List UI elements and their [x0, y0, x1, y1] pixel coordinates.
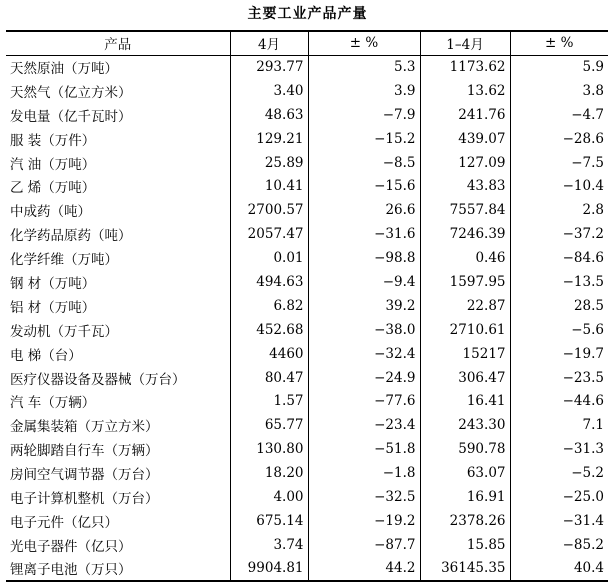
jan-apr-change-cell: −5.6: [510, 318, 608, 342]
april-value-cell: 48.63: [230, 103, 308, 127]
column-header-jan-apr-change: ± %: [510, 31, 608, 55]
jan-apr-change-cell: −13.5: [510, 270, 608, 294]
april-value-cell: 494.63: [230, 270, 308, 294]
jan-apr-value-cell: 0.46: [420, 246, 510, 270]
april-change-cell: −32.5: [308, 485, 420, 509]
table-row: [6, 557, 608, 581]
table-row: [6, 437, 608, 461]
april-change-cell: 39.2: [308, 294, 420, 318]
april-value-cell: 10.41: [230, 174, 308, 198]
jan-apr-value-cell: 1597.95: [420, 270, 510, 294]
jan-apr-change-cell: −37.2: [510, 222, 608, 246]
jan-apr-change-cell: −5.2: [510, 461, 608, 485]
jan-apr-value-cell: 7557.84: [420, 198, 510, 222]
april-change-cell: −19.2: [308, 509, 420, 533]
product-name-cell: 化学纤维（万吨）: [10, 252, 118, 269]
jan-apr-change-cell: 40.4: [510, 557, 608, 581]
april-change-cell: −7.9: [308, 103, 420, 127]
product-name-cell: 房间空气调节器（万台）: [10, 467, 159, 484]
april-value-cell: 18.20: [230, 461, 308, 485]
april-change-cell: −38.0: [308, 318, 420, 342]
april-change-cell: −23.4: [308, 413, 420, 437]
april-change-cell: −98.8: [308, 246, 420, 270]
table-body: [6, 55, 608, 581]
table-row: [6, 174, 608, 198]
table-row: [6, 222, 608, 246]
jan-apr-value-cell: 36145.35: [420, 557, 510, 581]
jan-apr-value-cell: 7246.39: [420, 222, 510, 246]
april-value-cell: 80.47: [230, 366, 308, 390]
product-name-cell: 金属集装箱（万立方米）: [10, 419, 159, 436]
jan-apr-change-cell: −23.5: [510, 366, 608, 390]
april-value-cell: 293.77: [230, 55, 308, 79]
jan-apr-value-cell: 127.09: [420, 151, 510, 175]
april-change-cell: −1.8: [308, 461, 420, 485]
april-value-cell: 4.00: [230, 485, 308, 509]
april-value-cell: 130.80: [230, 437, 308, 461]
table-row: [6, 151, 608, 175]
table-row: [6, 79, 608, 103]
jan-apr-value-cell: 2710.61: [420, 318, 510, 342]
jan-apr-value-cell: 241.76: [420, 103, 510, 127]
jan-apr-value-cell: 1173.62: [420, 55, 510, 79]
column-header-april-change: ± %: [308, 31, 420, 55]
jan-apr-value-cell: 43.83: [420, 174, 510, 198]
april-change-cell: 26.6: [308, 198, 420, 222]
jan-apr-change-cell: 2.8: [510, 198, 608, 222]
product-name-cell: 服 装（万件）: [10, 132, 96, 149]
product-name-cell: 电 梯（台）: [10, 347, 82, 364]
jan-apr-value-cell: 439.07: [420, 127, 510, 151]
jan-apr-value-cell: 16.41: [420, 389, 510, 413]
product-name-cell: 钢 材（万吨）: [10, 275, 96, 292]
table-row: [6, 485, 608, 509]
table-row: [6, 342, 608, 366]
april-value-cell: 6.82: [230, 294, 308, 318]
april-change-cell: 44.2: [308, 557, 420, 581]
april-change-cell: 5.3: [308, 55, 420, 79]
jan-apr-change-cell: −31.4: [510, 509, 608, 533]
jan-apr-change-cell: −28.6: [510, 127, 608, 151]
table-row: [6, 270, 608, 294]
jan-apr-value-cell: 243.30: [420, 413, 510, 437]
product-name-cell: 化学药品原药（吨）: [10, 228, 132, 245]
april-value-cell: 129.21: [230, 127, 308, 151]
april-value-cell: 2700.57: [230, 198, 308, 222]
table-row: [6, 509, 608, 533]
april-change-cell: −51.8: [308, 437, 420, 461]
header-row: [6, 31, 608, 55]
april-value-cell: 0.01: [230, 246, 308, 270]
industrial-output-table: [6, 30, 608, 582]
april-change-cell: −24.9: [308, 366, 420, 390]
product-name-cell: 乙 烯（万吨）: [10, 180, 96, 197]
jan-apr-value-cell: 13.62: [420, 79, 510, 103]
table-row: [6, 461, 608, 485]
table-row: [6, 198, 608, 222]
table-title: 主要工业产品产量: [247, 6, 368, 22]
product-name-cell: 医疗仪器设备及器械（万台）: [10, 371, 186, 388]
april-change-cell: −87.7: [308, 533, 420, 557]
april-value-cell: 65.77: [230, 413, 308, 437]
jan-apr-change-cell: 28.5: [510, 294, 608, 318]
april-value-cell: 3.40: [230, 79, 308, 103]
april-value-cell: 25.89: [230, 151, 308, 175]
product-name-cell: 发动机（万千瓦）: [10, 323, 118, 340]
jan-apr-value-cell: 15.85: [420, 533, 510, 557]
april-value-cell: 675.14: [230, 509, 308, 533]
jan-apr-change-cell: −25.0: [510, 485, 608, 509]
table-row: [6, 246, 608, 270]
april-change-cell: −9.4: [308, 270, 420, 294]
product-name-cell: 两轮脚踏自行车（万辆）: [10, 443, 159, 460]
column-header-jan-apr: 1–4月: [420, 31, 510, 55]
jan-apr-value-cell: 590.78: [420, 437, 510, 461]
table-row: [6, 55, 608, 79]
jan-apr-value-cell: 2378.26: [420, 509, 510, 533]
product-name-cell: 汽 油（万吨）: [10, 156, 96, 173]
product-name-cell: 电子计算机整机（万台）: [10, 490, 159, 507]
jan-apr-value-cell: 306.47: [420, 366, 510, 390]
april-value-cell: 1.57: [230, 389, 308, 413]
jan-apr-value-cell: 22.87: [420, 294, 510, 318]
jan-apr-value-cell: 63.07: [420, 461, 510, 485]
jan-apr-change-cell: −4.7: [510, 103, 608, 127]
product-name-cell: 汽 车（万辆）: [10, 395, 96, 412]
april-change-cell: −15.6: [308, 174, 420, 198]
table-row: [6, 389, 608, 413]
april-value-cell: 9904.81: [230, 557, 308, 581]
april-value-cell: 2057.47: [230, 222, 308, 246]
jan-apr-value-cell: 15217: [420, 342, 510, 366]
table-row: [6, 533, 608, 557]
product-name-cell: 天然气（亿立方米）: [10, 84, 132, 101]
column-header-product: 产品: [6, 31, 230, 55]
april-change-cell: 3.9: [308, 79, 420, 103]
jan-apr-value-cell: 16.91: [420, 485, 510, 509]
april-value-cell: 3.74: [230, 533, 308, 557]
product-name-cell: 中成药（吨）: [10, 204, 91, 221]
jan-apr-change-cell: 5.9: [510, 55, 608, 79]
jan-apr-change-cell: −31.3: [510, 437, 608, 461]
jan-apr-change-cell: −44.6: [510, 389, 608, 413]
table-row: [6, 103, 608, 127]
jan-apr-change-cell: 3.8: [510, 79, 608, 103]
april-value-cell: 452.68: [230, 318, 308, 342]
jan-apr-change-cell: −10.4: [510, 174, 608, 198]
april-value-cell: 4460: [230, 342, 308, 366]
jan-apr-change-cell: −85.2: [510, 533, 608, 557]
table-row: [6, 366, 608, 390]
table-row: [6, 127, 608, 151]
april-change-cell: −32.4: [308, 342, 420, 366]
jan-apr-change-cell: −7.5: [510, 151, 608, 175]
april-change-cell: −8.5: [308, 151, 420, 175]
jan-apr-change-cell: −19.7: [510, 342, 608, 366]
product-name-cell: 锂离子电池（万只）: [6, 557, 230, 581]
april-change-cell: −77.6: [308, 389, 420, 413]
jan-apr-change-cell: 7.1: [510, 413, 608, 437]
product-name-cell: 发电量（亿千瓦时）: [10, 108, 132, 125]
table-row: [6, 294, 608, 318]
jan-apr-change-cell: −84.6: [510, 246, 608, 270]
product-name-cell: 电子元件（亿只）: [10, 514, 118, 531]
table-row: [6, 318, 608, 342]
table-row: [6, 413, 608, 437]
product-name-cell: 天然原油（万吨）: [10, 61, 118, 78]
product-name-cell: 铝 材（万吨）: [10, 299, 96, 316]
april-change-cell: −15.2: [308, 127, 420, 151]
april-change-cell: −31.6: [308, 222, 420, 246]
column-header-april: 4月: [230, 31, 308, 55]
product-name-cell: 光电子器件（亿只）: [10, 538, 132, 555]
